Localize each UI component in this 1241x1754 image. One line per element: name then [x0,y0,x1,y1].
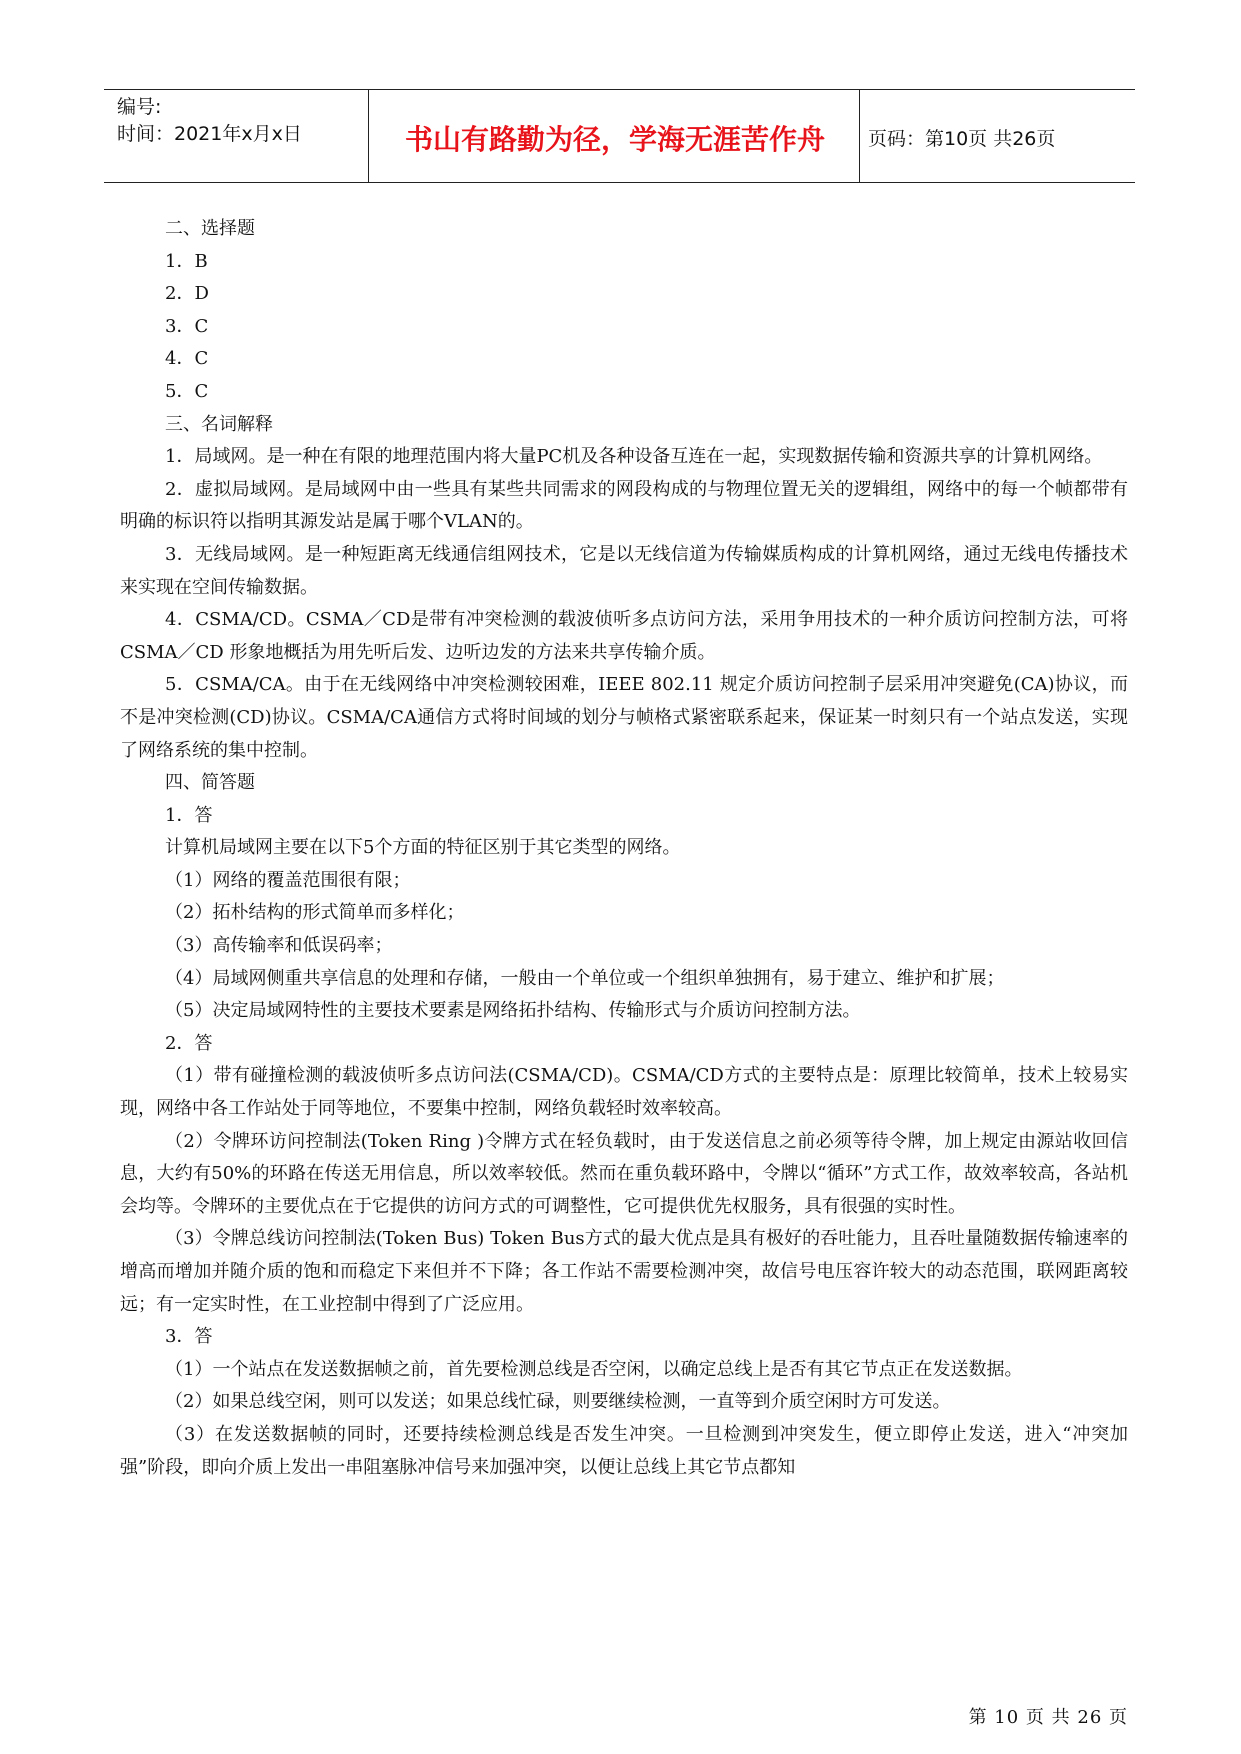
answer-line: 2．D [165,283,209,305]
section-heading-choice: 二、选择题 [165,218,255,239]
answer-paragraph: （1）一个站点在发送数据帧之前，首先要检测总线是否空闲，以确定总线上是否有其它节点正在发送数据。 [165,1358,1023,1380]
answer-heading: 1．答 [165,804,213,826]
answer-paragraph: （2）拓朴结构的形式简单而多样化； [165,902,465,924]
header-bottom-rule [104,182,1135,183]
answer-paragraph: （3）高传输率和低误码率； [165,935,393,957]
term-paragraph: 1．局域网。是一种在有限的地理范围内将大量PC机及各种设备互连在一起，实现数据传输和资源共享的计算机网络。 [165,446,1103,468]
answer-line: 1．B [165,250,208,272]
answer-line: 3．C [165,315,209,337]
answer-paragraph: （1）网络的覆盖范围很有限； [165,869,411,891]
answer-paragraph: （2）如果总线空闲，则可以发送；如果总线忙碌，则要继续检测，一直等到介质空闲时方可发送。 [165,1391,951,1413]
answer-line: 4．C [165,348,209,370]
term-paragraph: 5．CSMA/CA。由于在无线网络中冲突检测较困难，IEEE 802.11 规定介质访问控制子层采用冲突避免(CA)协议，而不是冲突检测(CD)协议。CSMA/CA通信方式将时间域的划分与帧格式紧密联系起来，保证某一时刻只有一个站点发送，实现了网络系统的集中控制。 [120,674,1128,761]
header-top-rule [104,89,1135,90]
answer-paragraph: （4）局域网侧重共享信息的处理和存储，一般由一个单位或一个组织单独拥有，易于建立、维护和扩展； [165,967,1005,989]
answer-heading: 2．答 [165,1032,213,1054]
serial-number-label: 编号: [117,96,162,118]
answer-paragraph: （2）令牌环访问控制法(Token Ring )令牌方式在轻负载时，由于发送信息之前必须等待令牌，加上规定由源站收回信息，大约有50%的环路在传送无用信息，所以效率较低。然而在重负载环路中，令牌以“循环”方式工作，故效率较高，各站机会均等。令牌环的主要优点在于它提供的访问方式的可调整性，它可提供优先权服务，具有很强的实时性。 [120,1130,1128,1217]
header-divider-left [368,90,369,183]
header-meta [117,94,302,148]
section-heading-short-answer: 四、简答题 [165,772,255,794]
answer-paragraph: （5）决定局域网特性的主要技术要素是网络拓扑结构、传输形式与介质访问控制方法。 [165,1000,861,1022]
time-label: 时间：2021年x月x日 [117,123,302,145]
term-paragraph: 2．虚拟局域网。是局域网中由一些具有某些共同需求的网段构成的与物理位置无关的逻辑组，网络中的每一个帧都带有明确的标识符以指明其源发站是属于哪个VLAN的。 [120,478,1128,533]
header-page-number: 页码：第10页 共26页 [868,128,1056,150]
footer-page-number: 第 10 页 共 26 页 [968,1707,1128,1728]
answer-paragraph: （3）令牌总线访问控制法(Token Bus) Token Bus方式的最大优点是具有极好的吞吐能力，且吞吐量随数据传输速率的增高而增加并随介质的饱和而稳定下来但并不下降；各工作站不需要检测冲突，故信号电压容许较大的动态范围，联网距离较远；有一定实时性，在工业控制中得到了广泛应用。 [120,1228,1128,1315]
answer-line: 5．C [165,380,209,402]
answer-paragraph: （1）带有碰撞检测的载波侦听多点访问法(CSMA/CD)。CSMA/CD方式的主要特点是：原理比较简单，技术上较易实现，网络中各工作站处于同等地位，不要集中控制，网络负载轻时效率较高。 [120,1065,1128,1120]
answer-paragraph: （3）在发送数据帧的同时，还要持续检测总线是否发生冲突。一旦检测到冲突发生，便立即停止发送，进入“冲突加强”阶段，即向介质上发出一串阻塞脉冲信号来加强冲突，以便让总线上其它节点都知 [120,1423,1128,1478]
term-paragraph: 4．CSMA/CD。CSMA／CD是带有冲突检测的载波侦听多点访问方法，采用争用技术的一种介质访问控制方法，可将CSMA／CD 形象地概括为用先听后发、边听边发的方法来共享传输介质。 [120,609,1128,663]
answer-paragraph: 计算机局域网主要在以下5个方面的特征区别于其它类型的网络。 [165,837,681,859]
document-body [120,213,1128,1484]
term-paragraph: 3．无线局域网。是一种短距离无线通信组网技术，它是以无线信道为传输媒质构成的计算机网络，通过无线电传播技术来实现在空间传输数据。 [120,543,1128,598]
section-heading-terms: 三、名词解释 [165,413,273,435]
answer-heading: 3．答 [165,1326,213,1348]
header-motto: 书山有路勤为径，学海无涯苦作舟 [404,123,825,156]
